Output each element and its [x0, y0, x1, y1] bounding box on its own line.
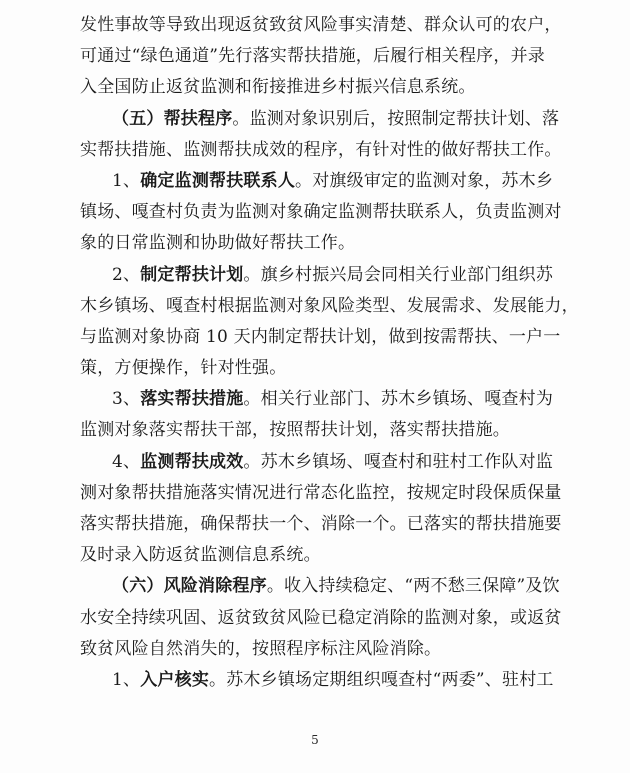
text-run: 。对旗级审定的监测对象，苏木乡	[295, 170, 554, 191]
text-run: 镇场、嘎查村负责为监测对象确定监测帮扶联系人，负责监测对	[80, 202, 562, 223]
text-line	[80, 197, 562, 228]
text-line	[80, 72, 550, 103]
text-run: 3、	[112, 389, 141, 410]
text-run: 2、	[112, 264, 141, 285]
text-line	[80, 353, 550, 384]
text-run: 象的日常监测和协助做好帮扶工作。	[80, 233, 356, 254]
text-line	[80, 291, 579, 322]
bold-heading-run: 落实帮扶措施	[140, 389, 244, 410]
bold-heading-run: 监测帮扶成效	[140, 451, 244, 472]
text-line	[80, 41, 550, 72]
text-run: 1、	[112, 170, 141, 191]
bold-heading-run: （六）风险消除程序	[112, 576, 267, 597]
page-number: 5	[311, 733, 319, 747]
text-line	[80, 104, 560, 135]
text-line	[80, 603, 562, 634]
text-line	[80, 166, 554, 197]
text-run: 与监测对象协商 10 天内制定帮扶计划，做到按需帮扶、一户一	[80, 326, 561, 347]
text-run: 入全国防止返贫监测和衔接推进乡村振兴信息系统。	[80, 77, 476, 98]
text-run: 及时录入防返贫监测信息系统。	[80, 545, 321, 566]
text-run: 测对象帮扶措施落实情况进行常态化监控，按规定时段保质保量	[80, 482, 562, 503]
text-run: 。苏木乡镇场定期组织嘎查村“两委”、驻村工	[209, 669, 554, 690]
text-line	[80, 135, 562, 166]
bold-heading-run: 确定监测帮扶联系人	[140, 170, 296, 191]
text-line	[80, 322, 561, 353]
bold-heading-run: 制定帮扶计划	[140, 264, 244, 285]
text-run: 。相关行业部门、苏木乡镇场、嘎查村为	[243, 389, 554, 410]
text-run: 策，方便操作，针对性强。	[80, 358, 287, 379]
text-line	[80, 509, 562, 540]
text-line	[80, 540, 550, 571]
text-run: 4、	[112, 451, 141, 472]
text-line	[80, 447, 554, 478]
text-run: 发性事故等导致出现返贫致贫风险事实清楚、群众认可的农户，	[80, 15, 562, 35]
text-run: 。旗乡村振兴局会同相关行业部门组织苏	[243, 264, 554, 285]
text-line	[80, 415, 550, 446]
text-run: 落实帮扶措施，确保帮扶一个、消除一个。已落实的帮扶措施要	[80, 514, 562, 534]
text-run: 。收入持续稳定、“两不愁三保障”及饮	[266, 576, 560, 597]
text-line	[80, 384, 554, 415]
text-line	[80, 634, 550, 665]
text-run: 1、	[112, 669, 141, 690]
text-line	[80, 571, 560, 602]
bold-heading-run: 入户核实	[140, 669, 210, 690]
text-line	[80, 665, 554, 696]
text-run: 实帮扶措施、监测帮扶成效的程序，有针对性的做好帮扶工作。	[80, 139, 562, 160]
text-run: 监测对象落实帮扶干部，按照帮扶计划，落实帮扶措施。	[80, 420, 510, 441]
document-body	[80, 10, 579, 696]
text-line	[80, 260, 554, 291]
text-run: 可通过“绿色通道”先行落实帮扶措施，后履行相关程序，并录	[80, 46, 545, 67]
text-run: 致贫风险自然消失的，按照程序标注风险消除。	[80, 638, 442, 659]
text-run: 木乡镇场、嘎查村根据监测对象风险类型、发展需求、发展能力，	[80, 295, 579, 316]
text-run: 。苏木乡镇场、嘎查村和驻村工作队对监	[243, 451, 554, 472]
text-line	[80, 478, 562, 509]
text-line	[80, 10, 562, 41]
bold-heading-run: （五）帮扶程序	[112, 108, 233, 129]
text-line	[80, 228, 550, 259]
text-run: 。监测对象识别后，按照制定帮扶计划、落	[232, 108, 560, 129]
text-run: 水安全持续巩固、返贫致贫风险已稳定消除的监测对象，或返贫	[80, 607, 562, 628]
